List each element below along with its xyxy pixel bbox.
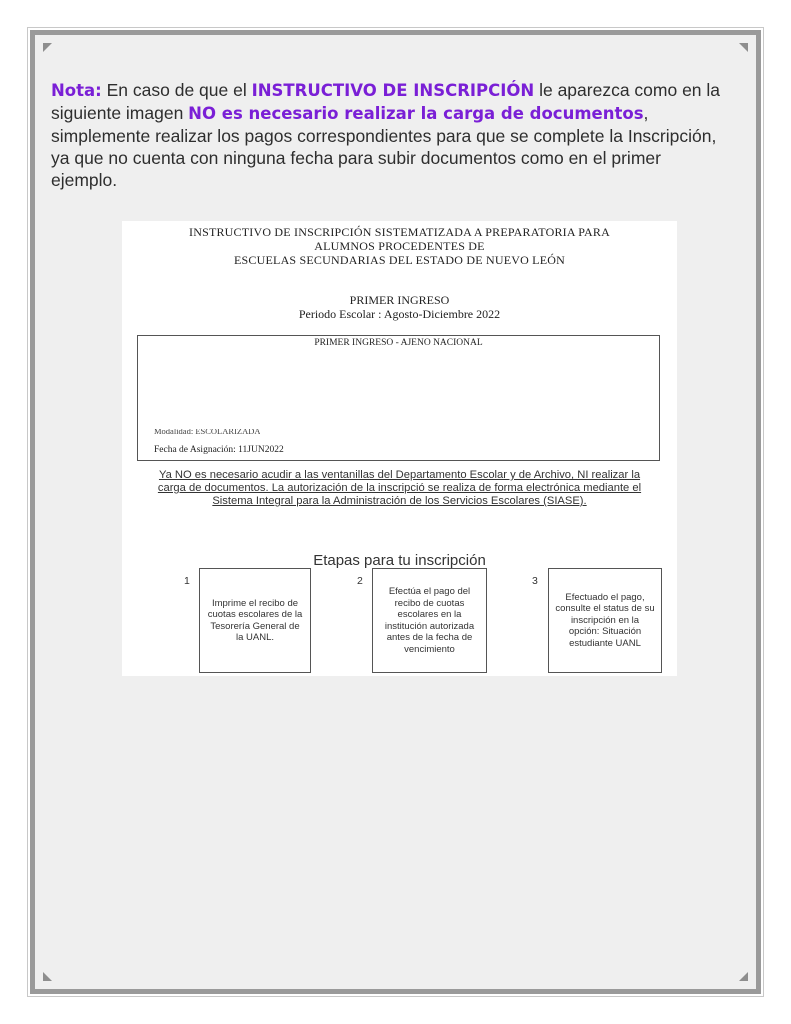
stage-number-1: 1 [184,575,190,587]
note-label: Nota: [51,81,102,100]
note-text-1: En caso de que el [101,80,252,100]
ingreso-title: PRIMER INGRESO [349,293,450,307]
instructivo-header [122,225,677,267]
stage-box-3: Efectuado el pago, consulte el status de su inscripción en la opción: Situación estudiante UANL [548,568,662,673]
instructivo-screenshot [122,221,677,676]
stage-number-3: 3 [532,575,538,587]
corner-ornament-top-right [739,43,748,52]
page-frame [30,30,761,994]
assignment-box-title: PRIMER INGRESO - AJENO NACIONAL [314,338,483,348]
corner-ornament-bottom-right [739,972,748,981]
ingreso-block [122,293,677,321]
warning-message: Ya NO es necesario acudir a las ventanillas del Departamento Escolar y de Archivo, NI realizar la carga de documentos. La autorización de la inscripció se realiza de forma electrónica mediante el Sistema Integral para la Administración de los Servicios Escolares (SIASE). [157,469,642,507]
periodo-escolar: Periodo Escolar : Agosto-Diciembre 2022 [298,307,501,321]
note-paragraph [51,79,731,191]
fecha-asignacion: Fecha de Asignación: 11JUN2022 [154,445,284,455]
note-text-2: le aparezca como en la siguiente imagen [51,80,721,123]
header-line-2: ALUMNOS PROCEDENTES DE [314,239,485,253]
note-highlight-no-carga: NO es necesario realizar la carga de documentos [188,104,644,123]
corner-ornament-bottom-left [43,972,52,981]
note-text-3: , simplemente realizar los pagos correspondientes para que se complete la Inscripción, ya que no cuenta con ninguna fecha para subir documentos como en el primer ejemplo. [51,103,717,190]
header-line-3: ESCUELAS SECUNDARIAS DEL ESTADO DE NUEVO LEÓN [234,253,565,267]
header-line-1: INSTRUCTIVO DE INSCRIPCIÓN SISTEMATIZADA A PREPARATORIA PARA [189,225,610,239]
note-highlight-instructivo: INSTRUCTIVO DE INSCRIPCIÓN [251,81,535,100]
modalidad-text: Modalidad: ESCOLARIZADA [154,429,261,436]
stage-box-2: Efectúa el pago del recibo de cuotas escolares en la institución autorizada antes de la fecha de vencimiento [372,568,487,673]
stage-box-1: Imprime el recibo de cuotas escolares de la Tesorería General de la UANL. [199,568,311,673]
assignment-box [137,335,660,461]
corner-ornament-top-left [43,43,52,52]
stage-number-2: 2 [357,575,363,587]
stages-title: Etapas para tu inscripción [313,552,486,569]
